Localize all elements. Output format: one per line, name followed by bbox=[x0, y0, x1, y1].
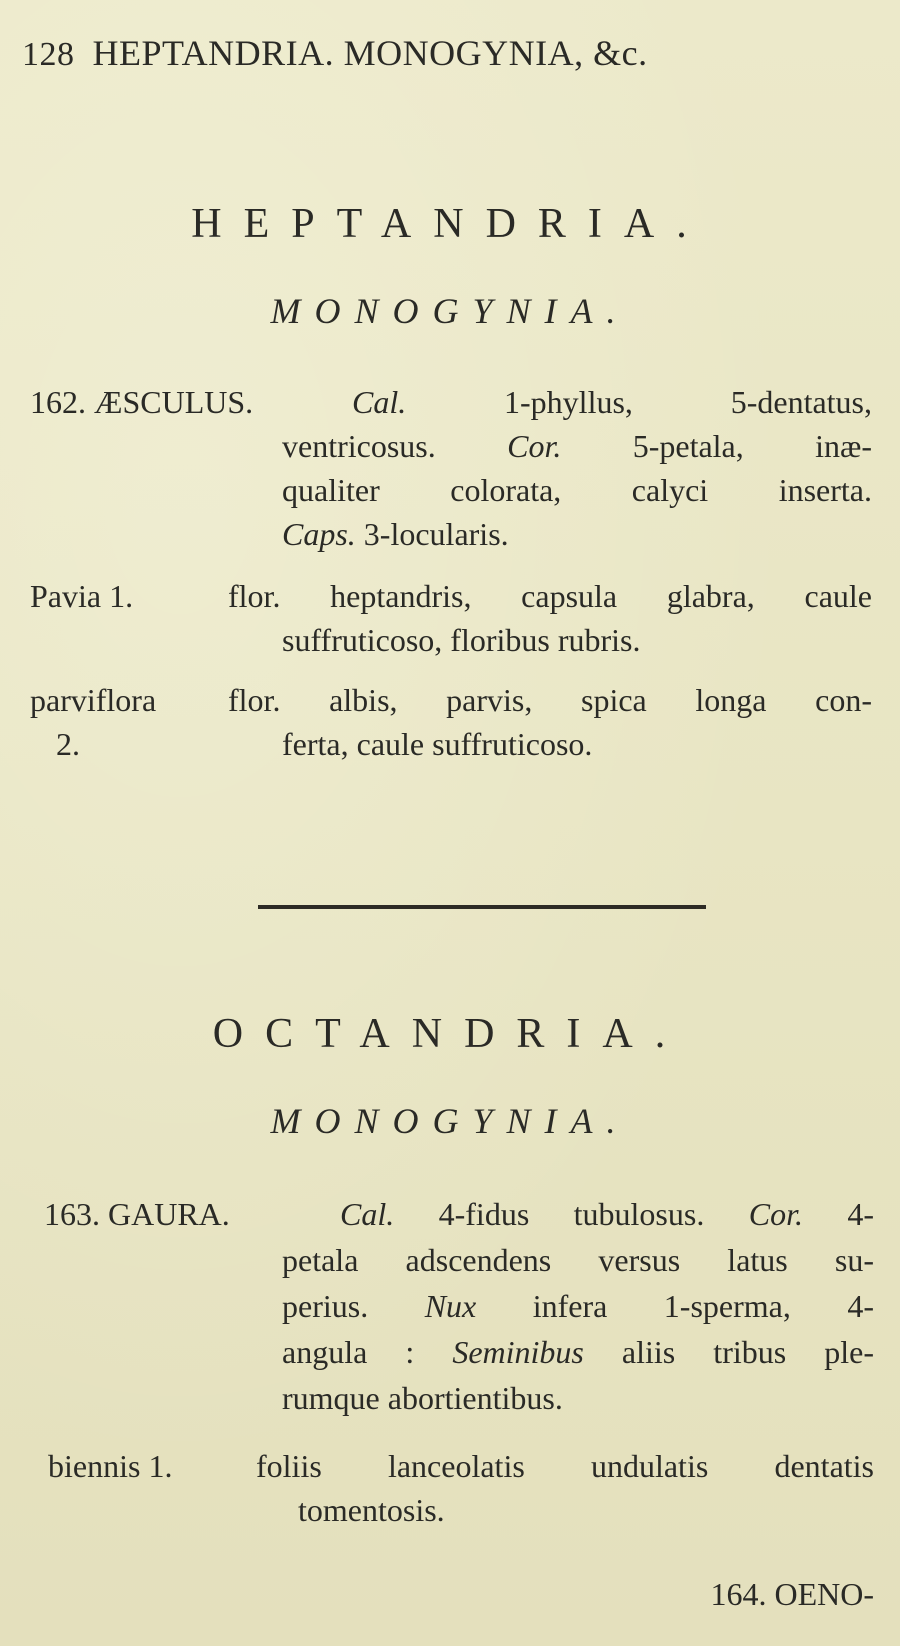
italic-term: Cal. bbox=[352, 384, 407, 420]
genus-number: 163. bbox=[44, 1196, 100, 1232]
genus-name: ÆSCULUS. bbox=[94, 384, 254, 420]
italic-term: Cor. bbox=[507, 428, 562, 464]
genus-number: 162. bbox=[30, 384, 86, 420]
text-run: 3-locularis. bbox=[355, 516, 509, 552]
italic-term: Cor. bbox=[748, 1196, 803, 1232]
text-run: perius. bbox=[282, 1288, 425, 1324]
text-run: infera 1-sperma, 4- bbox=[476, 1288, 875, 1324]
italic-term: Cal. bbox=[340, 1196, 395, 1232]
class-title-heptandria: HEPTANDRIA. bbox=[191, 201, 709, 247]
running-header bbox=[22, 32, 648, 74]
genus-description-line bbox=[282, 470, 872, 510]
species-description-line: flor. heptandris, capsula glabra, caule bbox=[228, 578, 872, 614]
order-title-monogynia-2: MONOGYNIA. bbox=[270, 1101, 630, 1141]
genus-description-line bbox=[282, 1240, 874, 1280]
genus-description-line bbox=[282, 1332, 874, 1372]
species-description-line: foliis lanceolatis undulatis dentatis bbox=[256, 1448, 874, 1484]
genus-heading-163 bbox=[44, 1194, 230, 1234]
species-label: Pavia 1. bbox=[30, 578, 134, 614]
text-run: 5-petala, inæ- bbox=[561, 428, 873, 464]
genus-heading-162 bbox=[30, 382, 253, 422]
header-title: HEPTANDRIA. MONOGYNIA, &c. bbox=[92, 33, 648, 73]
genus-description-line bbox=[282, 426, 872, 466]
text-run: 4-fidus tubulosus. bbox=[394, 1196, 749, 1232]
text-run: angula : bbox=[282, 1334, 453, 1370]
species-description-line: tomentosis. bbox=[298, 1492, 445, 1528]
species-description-line: flor. albis, parvis, spica longa con- bbox=[228, 682, 872, 718]
genus-description-line bbox=[282, 514, 509, 554]
genus-name: GAURA. bbox=[108, 1196, 230, 1232]
text-run: qualiter colorata, calyci inserta. bbox=[282, 472, 872, 508]
species-description-line: ferta, caule suffruticoso. bbox=[282, 726, 593, 762]
text-run: petala adscendens versus latus su- bbox=[282, 1242, 874, 1278]
species-label-number: 2. bbox=[56, 726, 80, 762]
genus-description-line bbox=[340, 1194, 874, 1234]
italic-term: Seminibus bbox=[452, 1334, 584, 1370]
italic-term: Nux bbox=[424, 1288, 477, 1324]
text-run: ventricosus. bbox=[282, 428, 508, 464]
catchword: 164. OENO- bbox=[710, 1576, 874, 1612]
text-run: aliis tribus ple- bbox=[583, 1334, 875, 1370]
genus-description-line bbox=[282, 1286, 874, 1326]
species-label: parviflora bbox=[30, 682, 157, 718]
text-run: 1-phyllus, 5-dentatus, bbox=[406, 384, 872, 420]
order-title-monogynia-1: MONOGYNIA. bbox=[270, 291, 630, 331]
genus-description-line bbox=[282, 1378, 563, 1418]
page-number: 128 bbox=[22, 36, 75, 73]
text-run: 4- bbox=[802, 1196, 875, 1232]
species-description-line: suffruticoso, floribus rubris. bbox=[282, 622, 641, 658]
class-title-octandria: OCTANDRIA. bbox=[212, 1011, 688, 1057]
text-run: rumque abortientibus. bbox=[282, 1380, 563, 1416]
section-divider-rule bbox=[258, 905, 706, 909]
italic-term: Caps. bbox=[282, 516, 356, 552]
species-label: biennis 1. bbox=[48, 1448, 173, 1484]
genus-description-line bbox=[352, 382, 872, 422]
